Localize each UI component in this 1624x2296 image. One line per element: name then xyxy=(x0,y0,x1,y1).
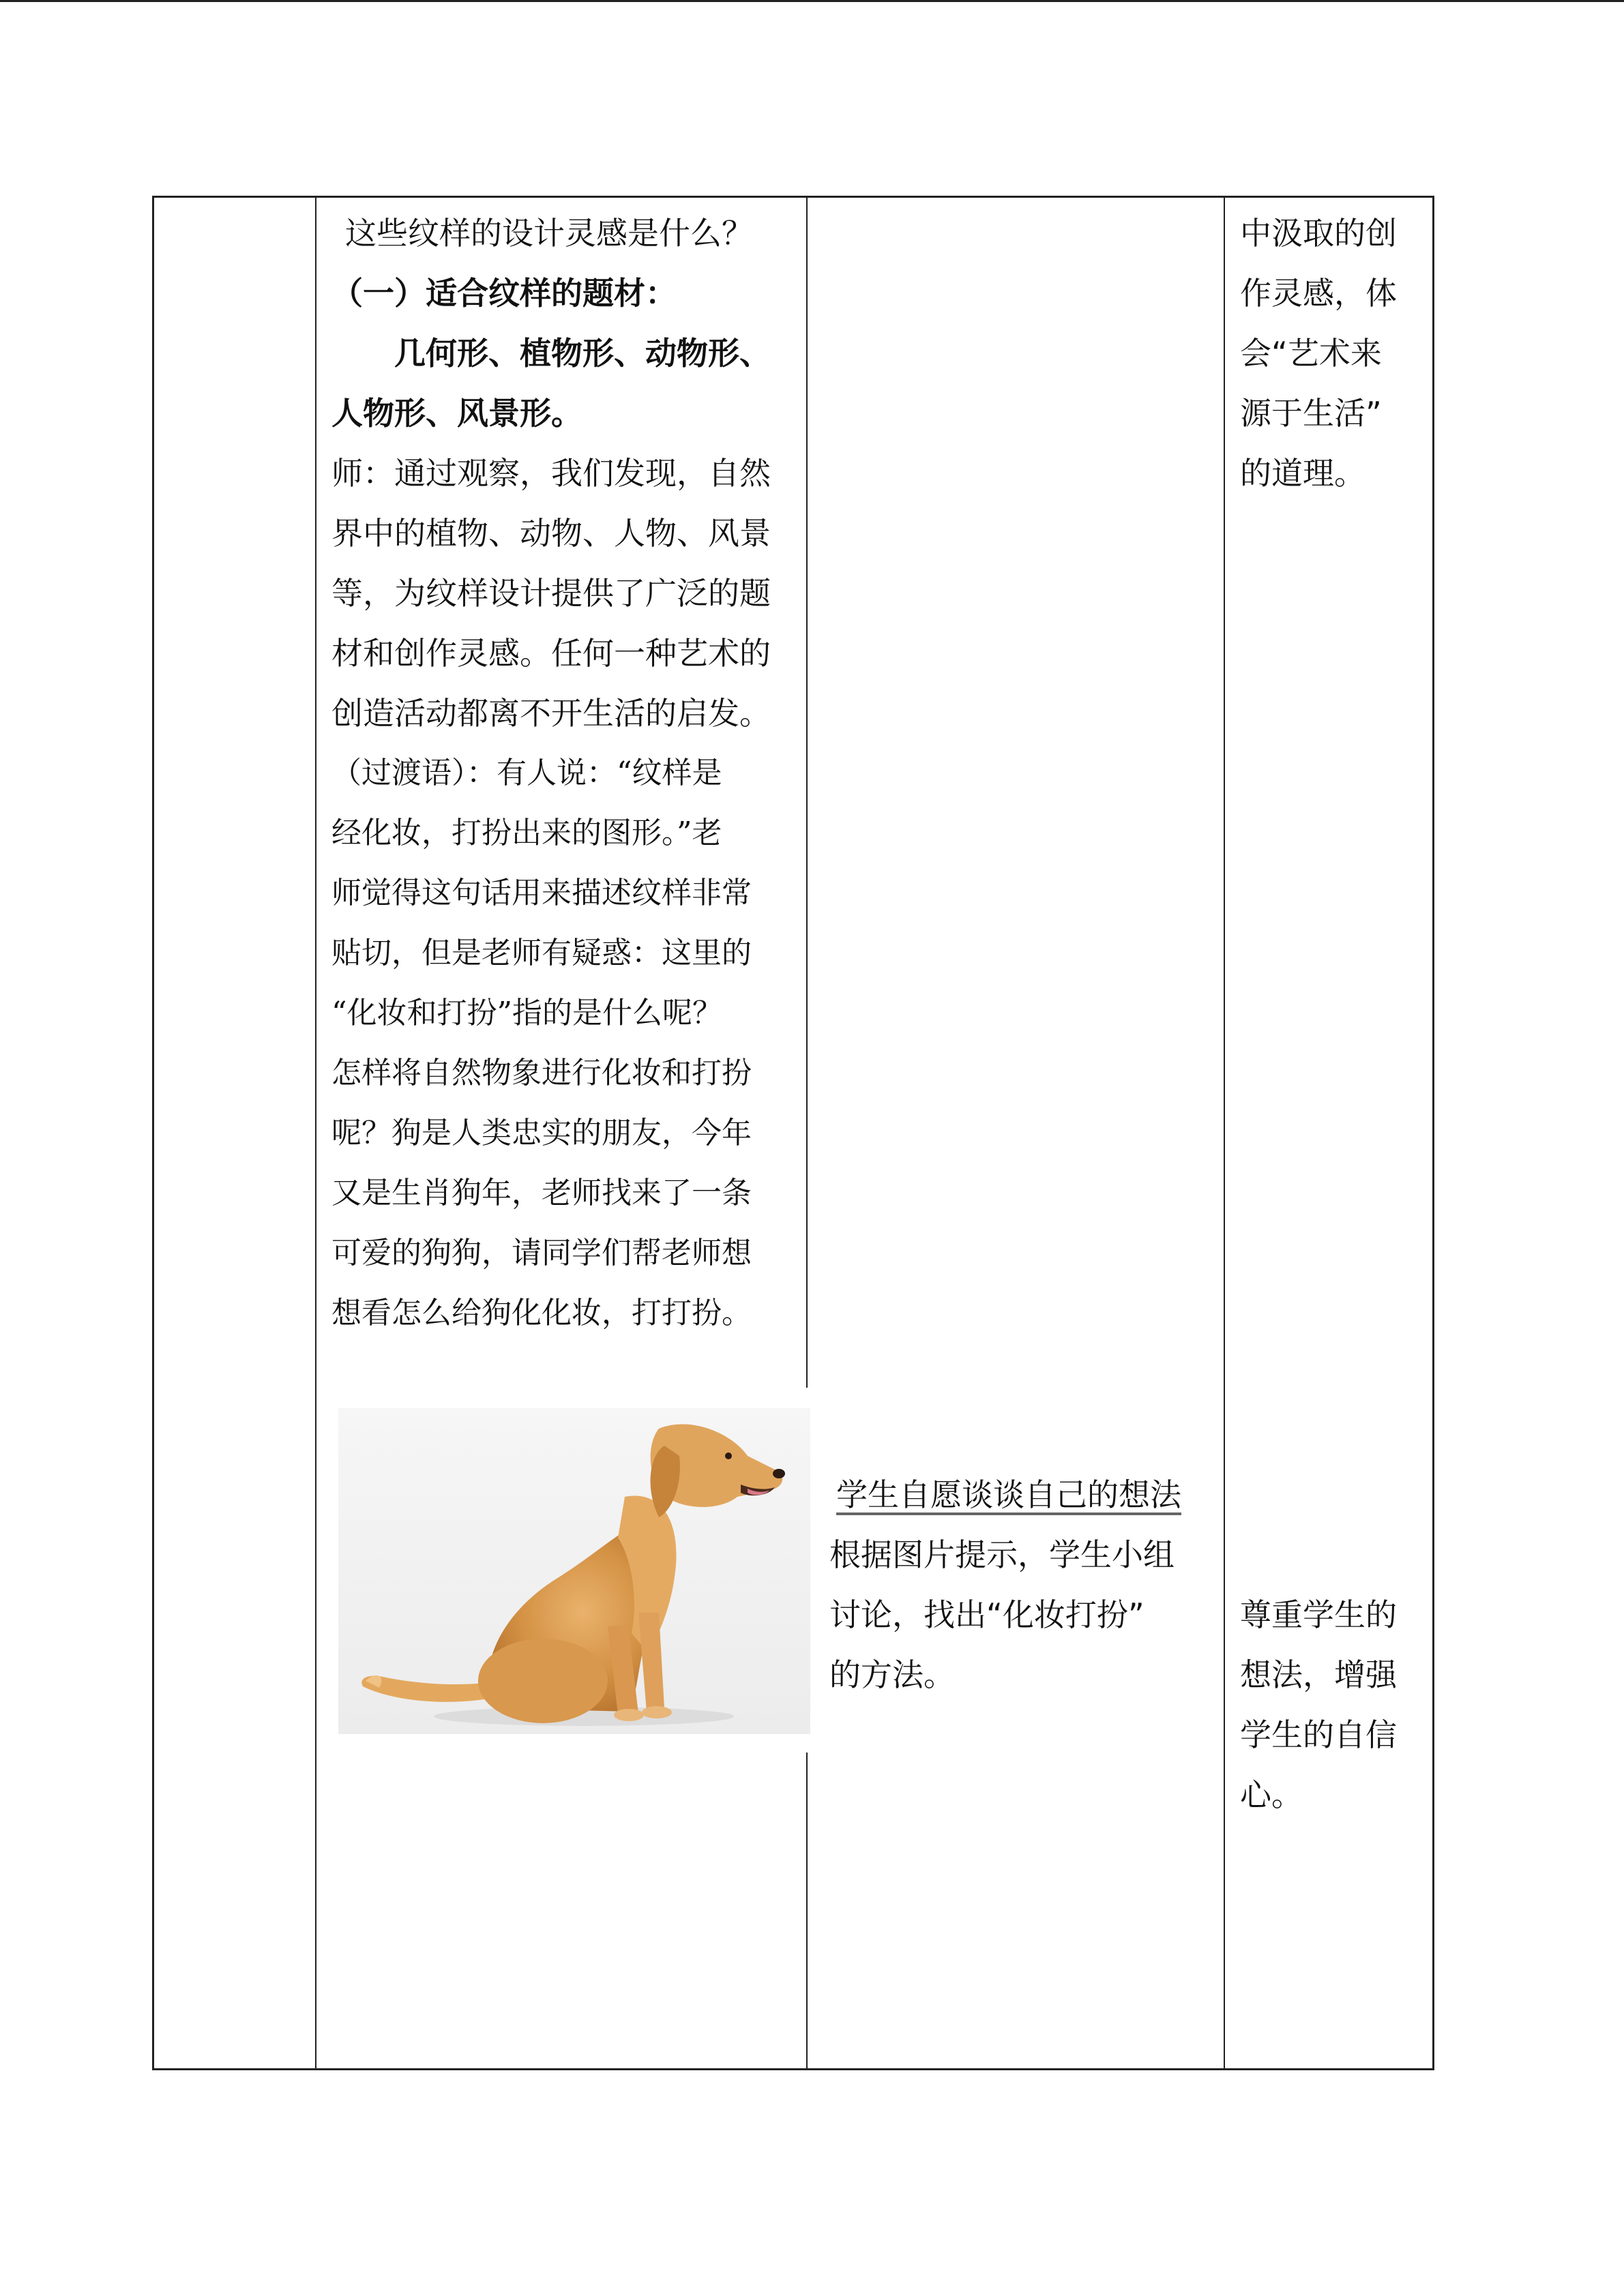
transition-text-line: 呢？狗是人类忠实的朋友，今年 xyxy=(331,1116,752,1150)
subjects-line: 人物形、风景形。 xyxy=(331,395,582,432)
design-intent-line: 会“艺术来 xyxy=(1240,335,1382,372)
column-divider-2 xyxy=(806,198,808,1388)
transition-text-line: 怎样将自然物象进行化妆和打扮 xyxy=(331,1056,752,1090)
golden-retriever-photo xyxy=(338,1408,810,1734)
column-divider-3 xyxy=(1224,198,1225,2068)
design-intent-line: 心。 xyxy=(1240,1776,1303,1813)
teacher-text-line: 创造活动都离不开生活的启发。 xyxy=(331,695,771,732)
teacher-text-line: 师：通过观察，我们发现，自然 xyxy=(331,455,771,492)
transition-text-line: （过渡语）：有人说：“纹样是 xyxy=(331,756,722,790)
design-intent-line: 想法，增强 xyxy=(1240,1656,1397,1693)
transition-text-line: 想看怎么给狗化化妆，打打扮。 xyxy=(331,1296,752,1330)
transition-text-line: “化妆和打扮”指的是什么呢？ xyxy=(331,996,722,1030)
subjects-line: 几何形、植物形、动物形、 xyxy=(331,335,771,372)
column-divider-2-lower xyxy=(806,1753,808,2070)
transition-text-line: 师觉得这句话用来描述纹样非常 xyxy=(331,876,752,910)
design-intent-column-bottom xyxy=(1240,1585,1424,1825)
design-intent-line: 中汲取的创 xyxy=(1240,215,1397,252)
design-intent-line: 学生的自信 xyxy=(1240,1716,1397,1753)
student-activity-column xyxy=(829,1465,1211,1705)
design-intent-line: 作灵感，体 xyxy=(1240,275,1397,312)
inspiration-question: 这些纹样的设计灵感是什么？ xyxy=(345,215,753,252)
transition-text-line: 又是生肖狗年，老师找来了一条 xyxy=(331,1176,752,1210)
student-activity-line: 的方法。 xyxy=(829,1656,955,1693)
page-top-border xyxy=(0,0,1624,2)
teacher-text-line: 材和创作灵感。任何一种艺术的 xyxy=(331,635,771,672)
design-intent-line: 源于生活” xyxy=(1240,395,1382,432)
section-heading: （一）适合纹样的题材： xyxy=(331,275,677,312)
column-divider-1 xyxy=(315,198,316,2068)
transition-text-line: 可爱的狗狗，请同学们帮老师想 xyxy=(331,1236,752,1270)
transition-text-line: 经化妆，打扮出来的图形。”老 xyxy=(331,816,722,850)
design-intent-line: 的道理。 xyxy=(1240,455,1365,492)
student-activity-line: 根据图片提示，学生小组 xyxy=(829,1536,1175,1573)
design-intent-column-top xyxy=(1240,203,1424,503)
teacher-text-line: 界中的植物、动物、人物、风景 xyxy=(331,515,771,552)
student-activity-line: 讨论，找出“化妆打扮” xyxy=(829,1596,1145,1633)
student-activity-line: 学生自愿谈谈自己的想法 xyxy=(836,1476,1181,1513)
teaching-process-column xyxy=(331,203,802,1343)
teacher-text-line: 等，为纹样设计提供了广泛的题 xyxy=(331,575,771,612)
design-intent-line: 尊重学生的 xyxy=(1240,1596,1397,1633)
transition-text-line: 贴切，但是老师有疑惑：这里的 xyxy=(331,936,752,970)
